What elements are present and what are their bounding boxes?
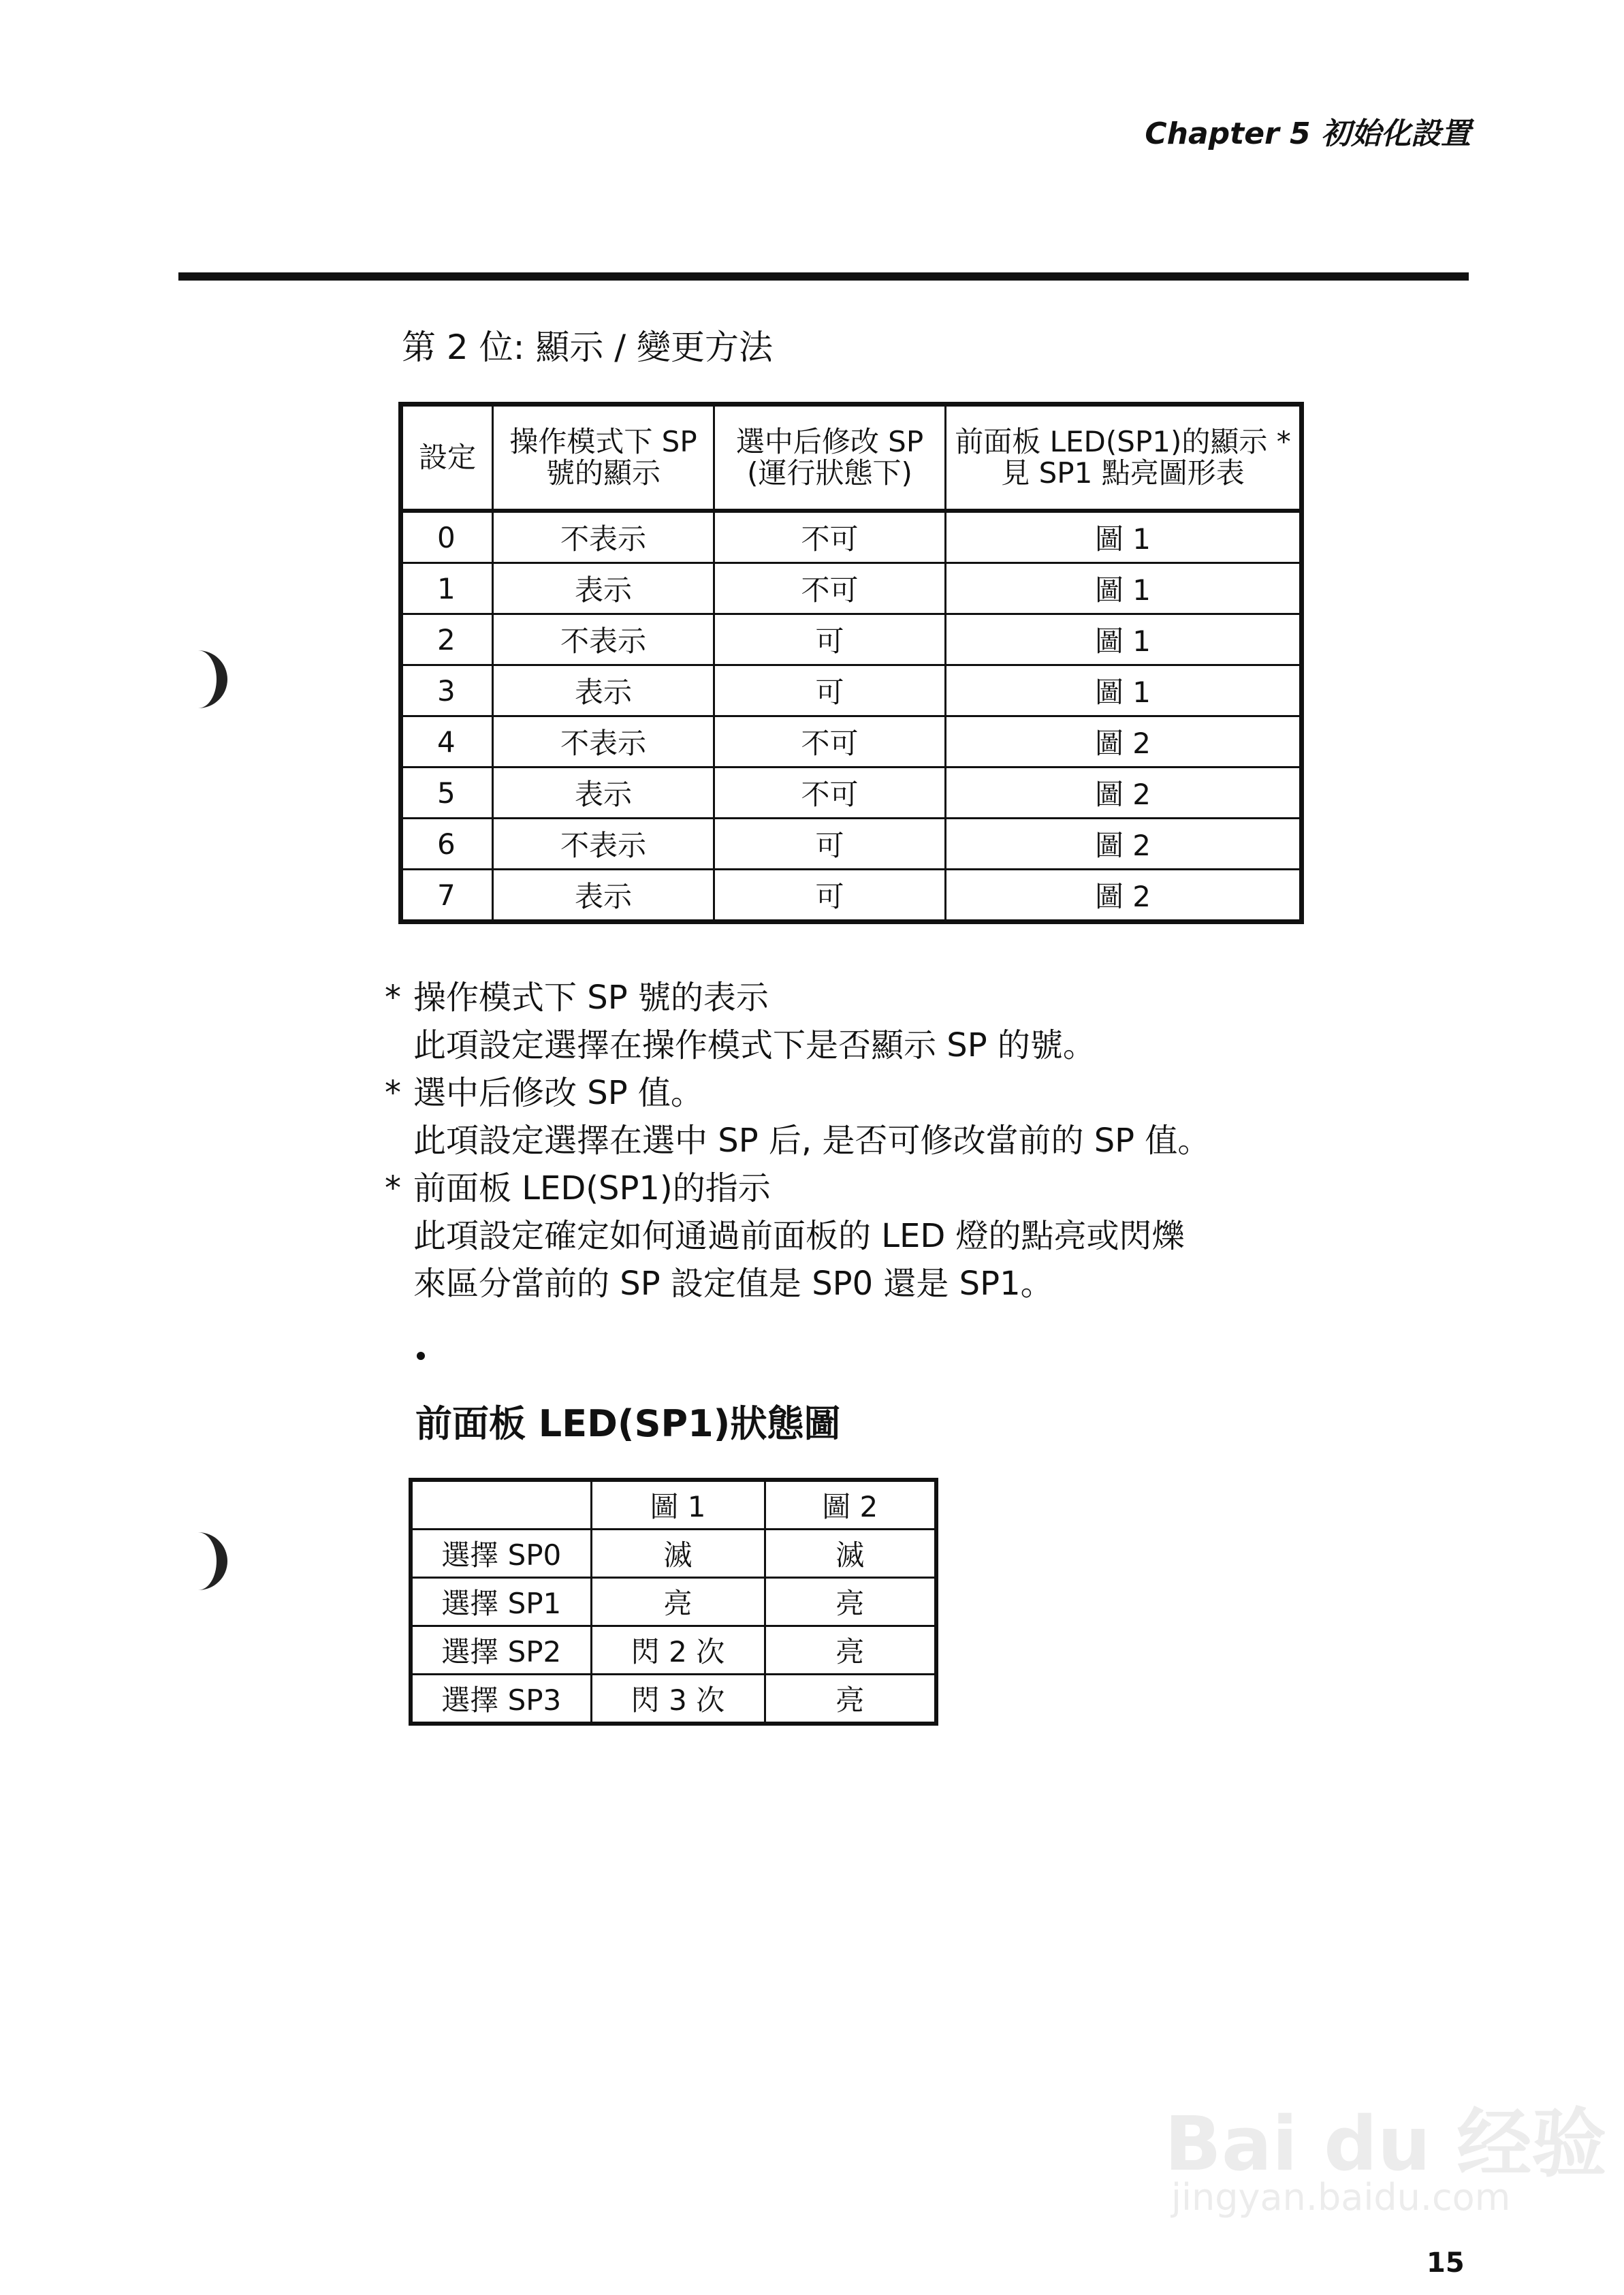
cell-sp-display: 不表示 [493, 716, 714, 767]
cell-figure-2: 亮 [765, 1626, 936, 1675]
note-title [385, 1165, 1210, 1212]
header-sp-display: 操作模式下 SP 號的顯示 [493, 405, 714, 511]
cell-figure-2: 亮 [765, 1675, 936, 1724]
cell-sp-selection: 選擇 SP1 [411, 1578, 591, 1626]
cell-figure-1: 閃 3 次 [591, 1675, 765, 1724]
cell-sp-display: 不表示 [493, 511, 714, 563]
cell-sp-display: 表示 [493, 563, 714, 614]
note-title [385, 1069, 1210, 1117]
table-header-row [411, 1480, 936, 1530]
led-status-table [409, 1478, 938, 1726]
cell-led-figure: 圖 2 [946, 716, 1302, 767]
cell-sp-display: 表示 [493, 870, 714, 922]
cell-figure-2: 滅 [765, 1530, 936, 1578]
cell-led-figure: 圖 2 [946, 819, 1302, 870]
cell-setting: 3 [401, 665, 493, 716]
chapter-header: Chapter 5 初始化設置 [1145, 116, 1471, 151]
watermark-url: jingyan.baidu.com [1171, 2176, 1511, 2219]
cell-led-figure: 圖 1 [946, 614, 1302, 665]
cell-led-figure: 圖 1 [946, 511, 1302, 563]
header-blank [411, 1480, 591, 1530]
header-figure-2: 圖 2 [765, 1480, 936, 1530]
note-body: 來區分當前的 SP 設定值是 SP0 還是 SP1。 [413, 1265, 1053, 1303]
cell-sp-display: 不表示 [493, 614, 714, 665]
table-row [401, 716, 1302, 767]
asterisk-icon: * [385, 1074, 401, 1112]
cell-sp-selection: 選擇 SP3 [411, 1675, 591, 1724]
table-row [411, 1530, 936, 1578]
cell-sp-display: 不表示 [493, 819, 714, 870]
notes-section [385, 974, 1210, 1308]
cell-sp-modify: 不可 [714, 563, 946, 614]
header-sp-modify: 選中后修改 SP (運行狀態下) [714, 405, 946, 511]
cell-figure-2: 亮 [765, 1578, 936, 1626]
table-row [401, 665, 1302, 716]
cell-sp-modify: 可 [714, 819, 946, 870]
cell-setting: 7 [401, 870, 493, 922]
watermark-logo: Bai du 经验 [1164, 2100, 1607, 2187]
punch-hole-mark [169, 1532, 227, 1590]
cell-figure-1: 閃 2 次 [591, 1626, 765, 1675]
table-row [401, 563, 1302, 614]
cell-led-figure: 圖 1 [946, 563, 1302, 614]
cell-setting: 5 [401, 767, 493, 819]
cell-sp-display: 表示 [493, 767, 714, 819]
note-body: 此項設定確定如何通過前面板的 LED 燈的點亮或閃爍 [413, 1217, 1185, 1255]
table-row [401, 614, 1302, 665]
note-body: 此項設定選擇在操作模式下是否顯示 SP 的號。 [413, 1026, 1096, 1064]
bullet-icon [417, 1352, 425, 1360]
cell-setting: 1 [401, 563, 493, 614]
note-body: 此項設定選擇在選中 SP 后, 是否可修改當前的 SP 值。 [413, 1122, 1211, 1160]
cell-figure-1: 滅 [591, 1530, 765, 1578]
table-row [411, 1626, 936, 1675]
table-row [401, 870, 1302, 922]
table-row [401, 511, 1302, 563]
cell-led-figure: 圖 2 [946, 870, 1302, 922]
header-figure-1: 圖 1 [591, 1480, 765, 1530]
table-row [411, 1578, 936, 1626]
cell-sp-modify: 不可 [714, 511, 946, 563]
cell-setting: 0 [401, 511, 493, 563]
cell-sp-modify: 可 [714, 665, 946, 716]
asterisk-icon: * [385, 979, 401, 1017]
note-title [385, 974, 1210, 1022]
table-row [401, 767, 1302, 819]
cell-sp-modify: 可 [714, 870, 946, 922]
table-header-row [401, 405, 1302, 511]
cell-sp-selection: 選擇 SP0 [411, 1530, 591, 1578]
cell-setting: 2 [401, 614, 493, 665]
table-row [401, 819, 1302, 870]
header-rule [178, 272, 1469, 281]
cell-sp-modify: 不可 [714, 716, 946, 767]
asterisk-icon: * [385, 1169, 401, 1207]
cell-setting: 6 [401, 819, 493, 870]
table-row [411, 1675, 936, 1724]
led-status-heading: 前面板 LED(SP1)狀態圖 [415, 1402, 841, 1445]
cell-led-figure: 圖 2 [946, 767, 1302, 819]
cell-sp-selection: 選擇 SP2 [411, 1626, 591, 1675]
note-title-text: 前面板 LED(SP1)的指示 [413, 1169, 771, 1207]
cell-sp-modify: 可 [714, 614, 946, 665]
note-title-text: 操作模式下 SP 號的表示 [413, 979, 769, 1017]
cell-sp-modify: 不可 [714, 767, 946, 819]
punch-hole-mark [169, 650, 227, 708]
cell-sp-display: 表示 [493, 665, 714, 716]
cell-led-figure: 圖 1 [946, 665, 1302, 716]
header-setting: 設定 [401, 405, 493, 511]
display-method-table [398, 402, 1304, 924]
header-led-display: 前面板 LED(SP1)的顯示 * 見 SP1 點亮圖形表 [946, 405, 1302, 511]
section-heading: 第 2 位: 顯示 / 變更方法 [402, 328, 773, 367]
cell-figure-1: 亮 [591, 1578, 765, 1626]
note-title-text: 選中后修改 SP 值。 [413, 1074, 703, 1112]
cell-setting: 4 [401, 716, 493, 767]
page-number: 15 [1427, 2247, 1465, 2279]
